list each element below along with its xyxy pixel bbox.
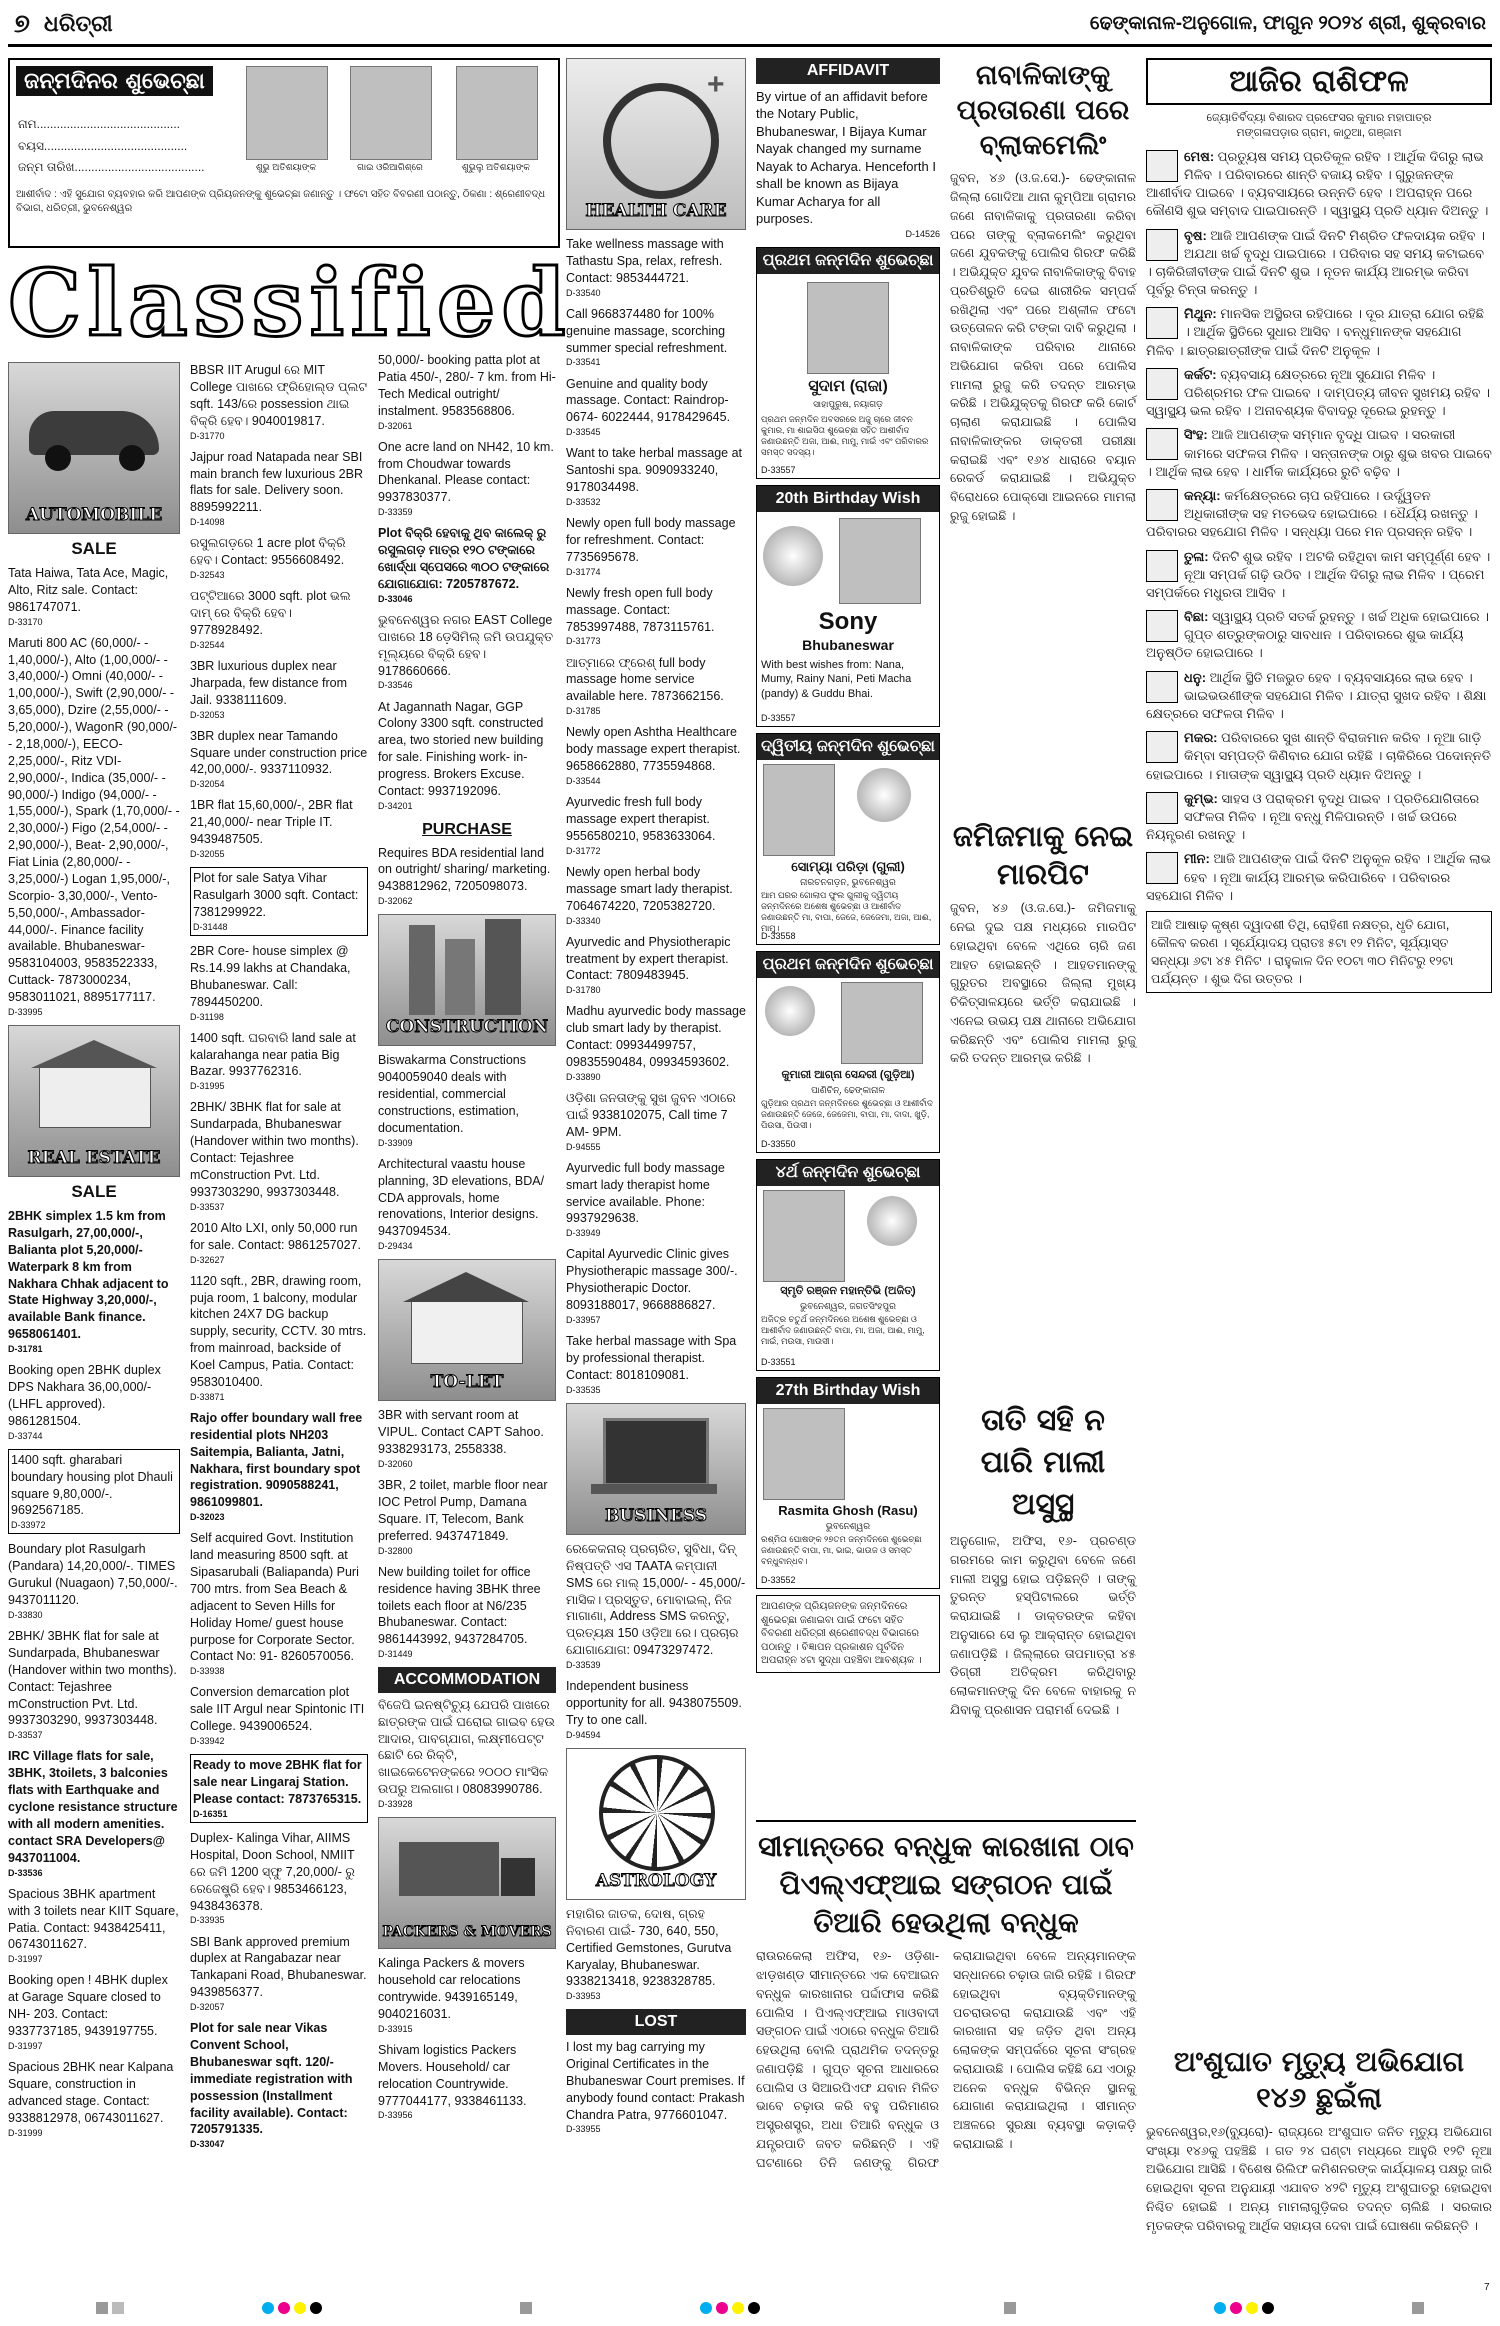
story-body: ଜୁବନ, ୪୬ (ଓ.ଜ.ସେ.)- ଜମିଜମାକୁ ନେଇ ଦୁଇ ପକ୍ଷ ମଧ୍ୟରେ ମାରପିଟ ହୋଇଥିବା ବେଳେ ଏଥିରେ ଚାରି ଜଣ ଆହତ ହୋଇଛନ୍ତି । ଆହତମାନଙ୍କୁ ଗୁରୁତର ଅବସ୍ଥାରେ ଜିଲ୍ଲା ମୁଖ୍ୟ ଚିକିତ୍ସାଳୟରେ ଭର୍ତ୍ତି କରାଯାଇଛି । ଏନେଇ ଉଭୟ ପକ୍ଷ ଥାନାରେ ଅଭିଯୋଗ କରିଛନ୍ତି ଏବଂ ପୋଲିସ ମାମଲା ରୁଜୁ କରି ତଦନ୍ତ ଆରମ୍ଭ କରିଛି । bbox=[950, 901, 1136, 1066]
classified-ad: Duplex- Kalinga Vihar, AIIMS Hospital, Doon School, NMIIT ରେ ଜମି 1200 ସ୍ଫୁ 7,20,000/- ରୁ ରେଜେଷ୍ଟ୍ରି ହେବ। 9853466123, 9438436378. D-33935 bbox=[190, 1831, 355, 1926]
classified-ad: Ready to move 2BHK flat for sale near Lingaraj Station. Please contact: 7873765315. D-16351 bbox=[190, 1754, 368, 1823]
realestate-label: REAL ESTATE bbox=[27, 1148, 161, 1169]
aries-icon bbox=[1146, 150, 1178, 182]
zodiac-entry: କର୍କଟ: ବ୍ୟବସାୟ କ୍ଷେତ୍ରରେ ନୂଆ ସୁଯୋଗ ମିଳିବ । ପରିଶ୍ରମର ଫଳ ପାଇବେ । ଦାମ୍ପତ୍ୟ ଜୀବନ ସୁଖମୟ ରହିବ । ସ୍ୱାସ୍ଥ୍ୟ ଭଲ ରହିବ । ଅନାବଶ୍ୟକ ବିବାଦରୁ ଦୂରେଇ ରୁହନ୍ତୁ । bbox=[1146, 366, 1490, 419]
photo-caption-3: ଶୁଭୁଲୁ ଅତିଶୟାଙ୍କ bbox=[462, 162, 530, 172]
person-photo bbox=[839, 518, 921, 604]
zodiac-entry: ଧନୁ: ଆର୍ଥିକ ସ୍ଥିତି ମଜଭୁତ ହେବ । ବ୍ୟବସାୟରେ ଲାଭ ହେବ । ଭାଇଭଉଣୀଙ୍କ ସହଯୋଗ ମିଳିବ । ଯାତ୍ରା ସୁଖଦ ରହିବ । ଶିକ୍ଷା କ୍ଷେତ୍ରରେ ସଫଳତା ମିଳିବ । bbox=[1146, 669, 1487, 722]
registration-mark-right bbox=[1412, 2302, 1424, 2314]
story-body: ରାଉରକେଲା ଅଫିସ, ୧୬- ଓଡ଼ିଶା-ଝାଡ଼ଖଣ୍ଡ ସୀମାନ୍ତରେ ଏକ ବେଆଇନ ବନ୍ଧୁକ କାରଖାନାର ପର୍ଦ୍ଦାଫାସ କରିଛି ପୋଲିସ । ପିଏଲ୍‍ଏଫ୍‍ଆଇ ମାଓବାଦୀ ସଙ୍ଗଠନ ପାଇଁ ଏଠାରେ ବନ୍ଧୁକ ତିଆରି ହେଉଥିଲା ବୋଲି ପ୍ରାଥମିକ ତଦନ୍ତରୁ ଜଣାପଡ଼ିଛି । ଗୁପ୍ତ ସୂଚନା ଆଧାରରେ ପୋଲିସ ଓ ସିଆରପିଏଫ ଯବାନ ମିଳିତ ଭାବେ ଚଢ଼ାଉ କରି ବହୁ ପରିମାଣର ଅସ୍ତ୍ରଶସ୍ତ୍ର, ଅଧା ତିଆରି ବନ୍ଧୁକ ଓ ଯନ୍ତ୍ରପାତି ଜବତ କରିଛନ୍ତି । ଏହି ଘଟଣାରେ ତିନି ଜଣଙ୍କୁ ଗିରଫ କରାଯାଇଥିବା ବେଳେ ଅନ୍ୟମାନଙ୍କ ସନ୍ଧାନରେ ଚଢ଼ାଉ ଜାରି ରହିଛି । ଗିରଫ ହୋଇଥିବା ବ୍ୟକ୍ତିମାନଙ୍କୁ ପଚରାଉଚରା କରାଯାଉଛି ଏବଂ ଏହି କାରଖାନା ସହ ଜଡ଼ିତ ଥିବା ଅନ୍ୟ ଲୋକଙ୍କ ସମ୍ପର୍କରେ ସୂଚନା ସଂଗ୍ରହ କରାଯାଉଛି । ପୋଲିସ କହିଛି ଯେ ଏଠାରୁ ଅନେକ ବନ୍ଧୁକ ବିଭିନ୍ନ ସ୍ଥାନକୁ ଯୋଗାଣ କରାଯାଇଥିଲା । ସୀମାନ୍ତ ଅଞ୍ଚଳରେ ସୁରକ୍ଷା ବ୍ୟବସ୍ଥା କଡ଼ାକଡ଼ି କରାଯାଇଛି । bbox=[756, 1949, 1136, 2170]
classified-ad: New building toilet for office residence having 3BHK three toilets each floor at N6/235 Bhubaneswar. Contact: 9861443992, 9437284705. D-31449 bbox=[378, 1564, 541, 1660]
color-dot-cyan bbox=[1214, 2302, 1226, 2314]
affidavit-heading: AFFIDAVIT bbox=[756, 58, 940, 84]
stethoscope-icon bbox=[603, 83, 719, 199]
news-story-blackmail bbox=[950, 58, 1136, 818]
wish-subtitle: ଭୁବନେଶ୍ୱର bbox=[825, 1521, 871, 1532]
story-body: ଅନୁଗୋଳ, ଅଫିସ, ୧୬- ପ୍ରଚଣ୍ଡ ଗରମରେ କାମ କରୁଥିବା ବେଳେ ଜଣେ ମାଲୀ ଅସୁସ୍ଥ ହୋଇ ପଡ଼ିଛନ୍ତି । ତାଙ୍କୁ ତୁରନ୍ତ ହସ୍ପିଟାଲରେ ଭର୍ତ୍ତି କରାଯାଇଛି । ଡାକ୍ତରଙ୍କ କହିବା ଅନୁସାରେ ସେ ଲୁ ଆକ୍ରାନ୍ତ ହୋଇଥିବା ଜଣାପଡ଼ିଛି । ଜିଲ୍ଲାରେ ତାପମାତ୍ରା ୪୫ ଡିଗ୍ରୀ ଅତିକ୍ରମ କରିଥିବାରୁ ଲୋକମାନଙ୍କୁ ଦିନ ବେଳେ ବାହାରକୁ ନ ଯିବାକୁ ପ୍ରଶାସନ ପରାମର୍ଶ ଦେଇଛି । bbox=[950, 1534, 1136, 1717]
zodiac-entry: ବୃଷ: ଆଜି ଆପଣଙ୍କ ପାଇଁ ଦିନଟି ମିଶ୍ରିତ ଫଳଦାୟକ ରହିବ । ଅଯଥା ଖର୍ଚ୍ଚ ବୃଦ୍ଧି ପାଇପାରେ । ପରିବାର ସହ ସମୟ କଟାଇବେ । ଚାକିରିଜୀବୀଙ୍କ ପାଇଁ ଦିନଟି ଶୁଭ । ନୂତନ କାର୍ଯ୍ୟ ଆରମ୍ଭ କରିବା ପୂର୍ବରୁ ଚିନ୍ତା କରନ୍ତୁ । bbox=[1146, 227, 1485, 298]
column-automobile-realestate bbox=[8, 362, 180, 2296]
wish-subtitle: ଭୁବନେଶ୍ୱର, ଜଗତସିଂହପୁର bbox=[800, 1301, 896, 1312]
sale-heading: SALE bbox=[71, 539, 117, 558]
building-icon bbox=[445, 939, 475, 1015]
classified-ad: Kalinga Packers & movers household car relocations contrywide. 9439165149, 9040216031. D-33915 bbox=[378, 1956, 525, 2034]
column-wishes bbox=[756, 58, 940, 1992]
building-icon bbox=[485, 919, 521, 1015]
wish-place: Bhubaneswar bbox=[802, 637, 894, 654]
leo-icon bbox=[1146, 428, 1178, 460]
masthead bbox=[8, 4, 1492, 47]
astrology-label: ASTROLOGY bbox=[595, 1870, 717, 1891]
color-dot-yellow bbox=[732, 2302, 744, 2314]
classified-ad: Newly open full body massage for refreshment. Contact: 7735695678. D-31774 bbox=[566, 516, 736, 577]
classified-ad: Spacious 3BHK apartment with 3 toilets near KIIT Square, Patia. Contact: 9438425411, 06743011627. D-31997 bbox=[8, 1886, 179, 1965]
classified-ad: ଓଡ଼ିଶା ଜନତାଙ୍କୁ ସୁଖ ଜୁବନ ଏଠାରେ ପାଇଁ 9338102075, Call time 7 AM- 9PM. D-94555 bbox=[566, 1091, 736, 1152]
rashifal-panel bbox=[1146, 58, 1492, 1798]
color-dot-cyan bbox=[700, 2302, 712, 2314]
classified-ad: 3BR, 2 toilet, marble floor near IOC Petrol Pump, Damana Square. IT, Telecom, Bank preferred. 9437471849. D-32800 bbox=[378, 1478, 548, 1556]
wish-message: ଅଜିତ୍‍ର ଚତୁର୍ଥ ଜନ୍ମଦିନରେ ଅଶେଷ ଶୁଭେଚ୍ଛା ଓ ଆଶୀର୍ବାଦ ଜଣାଉଛନ୍ତି ବାପା, ମା, ଅଜା, ଆଈ, ମାମୁ, ମାଇଁ, ମଉସା, ମାଉସୀ। bbox=[761, 1314, 925, 1347]
classified-ad: Conversion demarcation plot sale IIT Argul near Spintonic ITI College. 9439006524. D-33942 bbox=[190, 1685, 365, 1747]
child-photo-3 bbox=[456, 66, 538, 160]
photo-caption-1: ଶୁଭୁ ଅତିଶୟାଙ୍କ bbox=[255, 162, 317, 172]
taurus-icon bbox=[1146, 229, 1178, 261]
classified-ad: ଭୁବନେଶ୍ୱର ନଗର EAST College ପାଖରେ 18 ଡ଼େସିମିଲ୍‍ ଜମି ଉପଯୁକ୍ତ ମୂଲ୍ୟରେ ବିକ୍ରି ହେବ। 9178660666. D-33546 bbox=[378, 612, 553, 691]
column-property-ads bbox=[190, 362, 368, 2296]
roof-icon bbox=[403, 1272, 529, 1302]
aquarius-icon bbox=[1146, 792, 1178, 824]
laptop-icon bbox=[603, 1418, 709, 1486]
news-story-land-dispute bbox=[950, 818, 1136, 1152]
medical-cross-icon: + bbox=[707, 68, 725, 101]
form-field-age: ବୟସ........................................... bbox=[18, 138, 188, 153]
classified-ad: Requires BDA residential land on outright/ sharing/ marketing. 9438812962, 7205098073. D-32062 bbox=[378, 845, 551, 907]
rashifal-byline: ଜ୍ୟୋତିର୍ବିଦ୍ୟା ବିଶାରଦ ପ୍ରଫେସର କୁମାର ମହାପାତ୍ର ମଙ୍ଗଳାପଡ଼ାର ଗ୍ରାମ, କାଠୁଆ, ଗଞ୍ଜାମ bbox=[1206, 112, 1432, 140]
child-photo bbox=[807, 282, 889, 374]
balloon-icon bbox=[763, 526, 823, 586]
color-dot-black bbox=[748, 2302, 760, 2314]
wish-name: Sony bbox=[818, 608, 878, 636]
registration-mark-left bbox=[112, 2302, 124, 2314]
classified-ad: ରସୁଲଗଡ଼ରେ 1 acre plot ବିକ୍ରି ହେବ। Contact: 9556608492. D-32543 bbox=[190, 536, 346, 581]
wish-subtitle: ନାରଚନଗଡ଼ନ, ଭୁବନେଶ୍ୱର bbox=[800, 877, 896, 888]
classified-ad: IRC Village flats for sale, 3BHK, 3toilets, 3 balconies flats with Earthquake and cyclone resistance structure with all modern amenities. contact SRA Developers@ 9437011004. D-33536 bbox=[8, 1749, 178, 1878]
purchase-heading: PURCHASE bbox=[422, 820, 512, 838]
classified-ad: ମହାଗିର ଜାତକ, ଦୋଷ, ଗ୍ରହ ନିବାରଣ ପାଇଁ- 730, 640, 550, Certified Gemstones, Gurutva Karyalay, Bhubaneswar. 9338213418, 9238328785. D-33953 bbox=[566, 1906, 732, 2002]
truck-icon bbox=[399, 1842, 499, 1896]
balloon-icon bbox=[765, 986, 815, 1036]
affidavit-text: By virtue of an affidavit before the Notary Public, Bhubaneswar, I Bijaya Kumar Nayak changed my surname Nayak to Acharya. Henceforth I shall be known as Bijaya Kumar Acharya for all purposes. D-14526 bbox=[756, 88, 940, 239]
wish-message: With best wishes from: Nana, Mumy, Rainy Nani, Peti Macha (pandy) & Guddu Bhai. bbox=[761, 659, 912, 700]
balloon-icon bbox=[867, 1196, 917, 1246]
classified-ad: Ayurvedic fresh full body massage expert therapist. 9556580210, 9583633064. D-31772 bbox=[566, 795, 716, 856]
gemini-icon bbox=[1146, 307, 1178, 339]
construction-label: CONSTRUCTION bbox=[385, 1017, 549, 1038]
packers-category-image bbox=[378, 1817, 556, 1949]
story-headline: ନାବାଳିକାଙ୍କୁ ପ୍ରତାରଣା ପରେ ବ୍ଲାକମେଲିଂ bbox=[956, 60, 1130, 162]
wish-code: D-33558 bbox=[761, 930, 796, 941]
roof-icon bbox=[31, 1040, 157, 1068]
automobile-category-image bbox=[8, 362, 180, 534]
tolet-category-image bbox=[378, 1259, 556, 1401]
classified-ad: 2BHK/ 3BHK flat for sale at Sundarpada, Bhubaneswar (Handover within two months). Contact: Tejashree mConstruction Pvt. Ltd. 9937303290, 9937303448. D-33537 bbox=[8, 1629, 177, 1741]
classified-ad: Call 9668374480 for 100% genuine massage, scorching summer special refreshment. D-33541 bbox=[566, 306, 728, 368]
healthcare-category-image bbox=[566, 58, 746, 230]
business-category-image bbox=[566, 1403, 746, 1535]
classified-ad: Genuine and quality body massage. Contact: Raindrop- 0674- 6022444, 9178429645. D-33545 bbox=[566, 376, 731, 438]
healthcare-label: HEALTH CARE bbox=[585, 201, 727, 222]
zodiac-entry: କୁମ୍ଭ: ସାହସ ଓ ପରାକ୍ରମ ବୃଦ୍ଧି ପାଇବ । ପ୍ରତିଯୋଗିତାରେ ସଫଳତା ମିଳିବ । ନୂଆ ବନ୍ଧୁ ମିଳିପାରନ୍ତି । ଖର୍ଚ୍ଚ ଉପରେ ନିୟନ୍ତ୍ରଣ ରଖନ୍ତୁ । bbox=[1146, 790, 1480, 843]
capricorn-icon bbox=[1146, 731, 1178, 763]
classified-ad: Take herbal massage with Spa by professional therapist. Contact: 8018109081. D-33535 bbox=[566, 1334, 737, 1395]
wish-code: D-33550 bbox=[761, 1138, 796, 1149]
classified-ad: Newly open Ashtha Healthcare body massage expert therapist. 9658662880, 7735594868. D-33544 bbox=[566, 725, 741, 786]
story-headline: ଜମିଜମାକୁ ନେଇ ମାରପିଟ bbox=[952, 819, 1134, 891]
classified-ad: 1BR flat 15,60,000/-, 2BR flat 21,40,000/- near Triple IT. 9439487505. D-32055 bbox=[190, 798, 353, 860]
classified-ad: 1400 sqft. gharabari boundary housing plot Dhauli square 9,80,000/-. 9692567185. D-33972 bbox=[8, 1449, 180, 1535]
classified-ad: Want to take herbal massage at Santoshi spa. 9090933240, 9178034498. D-33532 bbox=[566, 446, 743, 507]
birthday-form-note: ଆଶୀର୍ବାଦ : ଏହି ସୁଯୋଗ ବ୍ୟବହାର କରି ଆପଣଙ୍କ ପ୍ରିୟଜନଙ୍କୁ ଶୁଭେଚ୍ଛା ଜଣାନ୍ତୁ । ଫଟୋ ସହିତ ବିବରଣୀ ପଠାନ୍ତୁ, ଠିକଣା : ଶ୍ରେଣୀବଦ୍ଧ ବିଭାଗ, ଧରିତ୍ରୀ, ଭୁବନେଶ୍ୱର bbox=[16, 189, 546, 214]
classified-banner: Classified bbox=[8, 249, 572, 357]
child-photo-1 bbox=[246, 66, 328, 160]
laptop-base-icon bbox=[591, 1484, 717, 1494]
wish-name: ସୁଦାମ (ରାଜା) bbox=[808, 378, 888, 396]
classified-ad: At Jagannath Nagar, GGP Colony 3300 sqft. constructed area, two storied new building for sale. Finishing work- in- progress. Brokers Excuse. Contact: 9937192096. D-34201 bbox=[378, 699, 544, 811]
zodiac-entry: ମୀନ: ଆଜି ଆପଣଙ୍କ ପାଇଁ ଦିନଟି ଅନୁକୂଳ ରହିବ । ଆର୍ଥିକ ଲାଭ ହେବ । ନୂଆ କାର୍ଯ୍ୟ ଆରମ୍ଭ କରିପାରିବେ । ପରିବାରର ସହଯୋଗ ମିଳିବ । bbox=[1146, 851, 1491, 903]
wish-message: ଆମ ଘରର ଗୋଲାପ ଫୁଲ ଗୁଲୀକୁ ଦ୍ୱିତୀୟ ଜନ୍ମଦିନରେ ଅଶେଷ ଶୁଭେଚ୍ଛା ଓ ଆଶୀର୍ବାଦ ଜଣାଉଛନ୍ତି ମା, ବାପା, ଜେଜେ, ଜେଜେମା, ଅଜା, ଆଈ, ମାମୁ। bbox=[761, 890, 932, 934]
story-headline: ଅଂଶୁଘାତ ମୃତ୍ୟୁ ଅଭିଯୋଗ ୧୪୬ ଛୁଇଁଲା bbox=[1173, 2045, 1465, 2115]
wish-name: ସୋମ୍ୟା ପରିଡ଼ା (ଗୁଲୀ) bbox=[791, 859, 905, 875]
zodiac-wheel-icon bbox=[599, 1755, 715, 1871]
color-dot-black bbox=[1262, 2302, 1274, 2314]
photo-caption-2: ଗାଇ ଓରିଆଗିଶ୍ରେ bbox=[357, 162, 423, 172]
child-photo bbox=[763, 1190, 845, 1282]
house-icon bbox=[39, 1066, 151, 1128]
form-field-name: ନାମ........................................... bbox=[18, 117, 180, 131]
classified-ad: ଆତ୍ମାରେ ଫ୍ରେଶ୍‍ full body massage home service available here. 7873662156. D-31785 bbox=[566, 655, 724, 717]
classified-ad: Boundary plot Rasulgarh (Pandara) 14,20,000/-. TIMES Gurukul (Nuagaon) 7,50,000/-. 9437011120. D-33830 bbox=[8, 1542, 178, 1620]
wheel-icon bbox=[45, 445, 71, 471]
realestate-category-image bbox=[8, 1025, 180, 1177]
classified-ad: SBI Bank approved premium duplex at Rangabazar near Tankapani Road, Bhubaneswar. 9439856377. D-32057 bbox=[190, 1934, 367, 2013]
story-body: ଭୁବନେଶ୍ୱର,୧୬(ବ୍ୟୁରୋ)- ରାଜ୍ୟରେ ଅଂଶୁଘାତ ଜନିତ ମୃତ୍ୟୁ ଅଭିଯୋଗ ସଂଖ୍ୟା ୧୪୬କୁ ପହଞ୍ଚିଛି । ଗତ ୨୪ ଘଣ୍ଟା ମଧ୍ୟରେ ଆହୁରି ୧୨ଟି ନୂଆ ଅଭିଯୋଗ ଆସିଛି । ବିଶେଷ ରିଲିଫ କମିଶନରଙ୍କ କାର୍ଯ୍ୟାଳୟ ପକ୍ଷରୁ ଜାରି ହୋଇଥିବା ସୂଚନା ଅନୁଯାୟୀ ଏଯାବତ ୪୨ଟି ମୃତ୍ୟୁ ଅଂଶୁଘାତରୁ ହୋଇଥିବା ନିଶ୍ଚିତ ହୋଇଛି । ଅନ୍ୟ ମାମଲାଗୁଡ଼ିକର ତଦନ୍ତ ଚାଲିଛି । ସରକାର ମୃତକଙ୍କ ପରିବାରକୁ ଆର୍ଥିକ ସହାୟତା ଦେବା ପାଇଁ ଘୋଷଣା କରିଛନ୍ତି । bbox=[1146, 2124, 1492, 2233]
zodiac-entry: ମକର: ପରିବାରରେ ସୁଖ ଶାନ୍ତି ବିରାଜମାନ କରିବ । ନୂଆ ଗାଡ଼ି କିମ୍ବା ସମ୍ପତ୍ତି କିଣିବାର ଯୋଗ ରହିଛି । ଚାକିରିରେ ପଦୋନ୍ନତି ହୋଇପାରେ । ମାତାଙ୍କ ସ୍ୱାସ୍ଥ୍ୟ ପ୍ରତି ଧ୍ୟାନ ଦିଅନ୍ତୁ । bbox=[1146, 730, 1492, 782]
classified-ad: 2BHK simplex 1.5 km from Rasulgarh, 27,00,000/-, Balianta plot 5,20,000/- Waterpark 8 km from Nakhara Chhak adjacent to State Highway 3,20,000/-, available Bank finance. 9658061401. D-31781 bbox=[8, 1209, 169, 1355]
wish-submission-notice: ଆପଣଙ୍କ ପ୍ରିୟଜନଙ୍କ ଜନ୍ମଦିନରେ ଶୁଭେଚ୍ଛା ଜଣାଇବା ପାଇଁ ଫଟୋ ସହିତ ବିବରଣୀ ଧରିତ୍ରୀ ଶ୍ରେଣୀବଦ୍ଧ ବିଭାଗରେ ପଠାନ୍ତୁ । ବିଜ୍ଞାପନ ପ୍ରକାଶନ ପୂର୍ବଦିନ ଅପରାହ୍ନ ୪ଟା ସୁଦ୍ଧା ପହଞ୍ଚିବା ଆବଶ୍ୟକ । bbox=[756, 1595, 940, 1673]
wish-subtitle: ସାହାପୁରୁଷ, ନୟାଗଡ଼ bbox=[813, 399, 883, 410]
classified-ad: 3BR with servant room at VIPUL. Contact CAPT Sahoo. 9338293173, 2558338. D-32060 bbox=[378, 1408, 544, 1469]
color-dot-yellow bbox=[294, 2302, 306, 2314]
cancer-icon bbox=[1146, 368, 1178, 400]
wish-title: ପ୍ରଥମ ଜନ୍ମଦିନ ଶୁଭେଚ୍ଛା bbox=[757, 952, 939, 978]
house-icon bbox=[411, 1300, 523, 1364]
classified-ad: 2BHK/ 3BHK flat for sale at Sundarpada, Bhubaneswar (Handover within two months). Contact: Tejashree mConstruction Pvt. Ltd. 9937303290, 9937303448. D-33537 bbox=[190, 1100, 359, 1212]
zodiac-entry: ତୁଳା: ଦିନଟି ଶୁଭ ରହିବ । ଅଟକି ରହିଥିବା କାମ ସମ୍ପୂର୍ଣ୍ଣ ହେବ । ନୂଆ ସମ୍ପର୍କ ଗଢ଼ି ଉଠିବ । ଆର୍ଥିକ ଦିଗରୁ ଲାଭ ମିଳିବ । ପ୍ରେମ ସମ୍ପର୍କରେ ମଧୁରତା ଆସିବ । bbox=[1146, 548, 1491, 600]
wish-code: D-33551 bbox=[761, 1356, 796, 1367]
classified-ad: Shivam logistics Packers Movers. Household/ car relocation Countrywide. 9777044177, 9338461133. D-33956 bbox=[378, 2042, 527, 2121]
classified-ad: Newly fresh open full body massage. Contact: 7853997488, 7873115761. D-31773 bbox=[566, 585, 715, 647]
wish-title: 20th Birthday Wish bbox=[757, 486, 939, 512]
color-dot-yellow bbox=[1246, 2302, 1258, 2314]
balloon-icon bbox=[857, 768, 911, 822]
zodiac-entry: ସିଂହ: ଆଜି ଆପଣଙ୍କ ସମ୍ମାନ ବୃଦ୍ଧି ପାଇବ । ସରକାରୀ କାମରେ ସଫଳତା ମିଳିବ । ସନ୍ତାନଙ୍କ ଠାରୁ ଶୁଭ ଖବର ପାଇବେ । ଆର୍ଥିକ ଲାଭ ହେବ । ଧାର୍ମିକ କାର୍ଯ୍ୟରେ ରୁଚି ବଢ଼ିବ । bbox=[1146, 427, 1492, 479]
classified-ad: ପଟ୍ଟିଆରେ 3000 sqft. plot ଭଲ ଦାମ୍‍ ରେ ବିକ୍ରି ହେବ। 9778928492. D-32544 bbox=[190, 589, 351, 650]
wish-code: D-33552 bbox=[761, 1574, 796, 1585]
birthday-wish-card bbox=[756, 247, 940, 479]
news-story-heat-deaths bbox=[1146, 2044, 1492, 2296]
classified-ad: 2010 Alto LXI, only 50,000 run for sale. Contact: 9861257027. D-32627 bbox=[190, 1220, 361, 1265]
story-headline: ତାତି ସହି ନ ପାରି ମାଲୀ ଅସୁସ୍ଥ bbox=[980, 1403, 1106, 1522]
birthday-form-box bbox=[8, 58, 560, 248]
classified-ad: Tata Haiwa, Tata Ace, Magic, Alto, Ritz sale. Contact: 9861747071. D-33170 bbox=[8, 565, 169, 627]
rashifal-title: ଆଜିର ରାଶିଫଳ bbox=[1146, 58, 1492, 105]
classified-ad: Ayurvedic and Physiotherapic treatment by expert therapist. Contact: 7809483945. D-31780 bbox=[566, 934, 731, 996]
truck-cab-icon bbox=[501, 1858, 535, 1896]
pisces-icon bbox=[1146, 852, 1178, 884]
classified-ad: 3BR luxurious duplex near Jharpada, few distance from Jail. 9338111609. D-32053 bbox=[190, 658, 348, 720]
wheel-icon bbox=[119, 445, 145, 471]
newspaper-logo: ଧରିତ୍ରୀ bbox=[43, 11, 113, 37]
sagittarius-icon bbox=[1146, 671, 1178, 703]
registration-mark-center bbox=[520, 2302, 532, 2314]
birthday-form-title: ଜନ୍ମଦିନର ଶୁଭେଚ୍ଛା bbox=[16, 66, 213, 96]
wish-code: D-33557 bbox=[761, 464, 796, 475]
classified-ad: Biswakarma Constructions 9040059040 deals with residential, commercial constructions, estimation, documentation. D-33909 bbox=[378, 1053, 526, 1148]
classified-ad: Jajpur road Natapada near SBI main branch few luxurious 2BR flats for sale. Delivery soon. 8895992211. D-14098 bbox=[190, 449, 363, 528]
registration-mark-center bbox=[1004, 2302, 1016, 2314]
classified-ad: I lost my bag carrying my Original Certificates in the Bhubaneswar Court premises. If anybody found contact: Prakash Chandra Patra, 9776601047. D-33955 bbox=[566, 2040, 745, 2135]
wish-name: Rasmita Ghosh (Rasu) bbox=[778, 1503, 918, 1519]
story-body: ଜୁବନ, ୪୬ (ଓ.ଜ.ସେ.)- ଢେଙ୍କାନାଳ ଜିଲ୍ଲା ଗୋଦିଆ ଥାନା କୁମ୍ପିଆ ଗ୍ରାମର ଜଣେ ନାବାଳିକାକୁ ପ୍ରତାରଣା କରିବା ପରେ ତାଙ୍କୁ ବ୍ଲାକମେଲିଂ କରୁଥିବା ଜଣେ ଯୁବକଙ୍କୁ ପୋଲିସ ଗିରଫ କରିଛି । ଅଭିଯୁକ୍ତ ଯୁବକ ନାବାଳିକାଙ୍କୁ ବିବାହ ପ୍ରତିଶ୍ରୁତି ଦେଇ ଶାରୀରିକ ସମ୍ପର୍କ ରଖିଥିଲା ଏବଂ ପରେ ଅଶ୍ଳୀଳ ଫଟୋ ଉତ୍ତୋଳନ କରି ଟଙ୍କା ଦାବି କରୁଥିଲା । ନାବାଳିକାଙ୍କ ପରିବାର ଥାନାରେ ଅଭିଯୋଗ କରିବା ପରେ ପୋଲିସ ମାମଲା ରୁଜୁ କରି ତଦନ୍ତ ଆରମ୍ଭ କରିଛି । ଅଭିଯୁକ୍ତକୁ ଗିରଫ କରି କୋର୍ଟ ଚାଲାଣ କରାଯାଇଛି । ପୋଲିସ ନାବାଳିକାଙ୍କର ଡାକ୍ତରୀ ପରୀକ୍ଷା କରାଇଛି ଏବଂ ୧୬୪ ଧାରାରେ ବୟାନ ରେକର୍ଡ କରାଯାଇଛି । ଅଭିଯୁକ୍ତ ବିରୋଧରେ ପୋକ୍ସୋ ଆଇନରେ ମାମଲା ରୁଜୁ ହୋଇଛି । bbox=[950, 171, 1136, 523]
birthday-wish-card bbox=[756, 951, 940, 1153]
registration-mark-left bbox=[96, 2302, 108, 2314]
classified-ad: Madhu ayurvedic body massage club smart lady by therapist. Contact: 09934499757, 09835590484, 09934593602. D-33890 bbox=[566, 1004, 746, 1082]
dateline: ଢେଙ୍କାନାଳ-ଅନୁଗୋଳ, ଫାଗୁନ ୨୦୨୪ ଶ୍ରୀ, ଶୁକ୍ରବାର bbox=[1089, 13, 1486, 34]
page-folio: 7 bbox=[1484, 2282, 1490, 2293]
classified-ad: Independent business opportunity for all. 9438075509. Try to one call. D-94594 bbox=[566, 1679, 742, 1740]
wish-subtitle: ପାଣିଚିନ୍, ଢେଙ୍କାନାଳ bbox=[811, 1085, 885, 1096]
classified-ad: 2BR Core- house simplex @ Rs.14.99 lakhs at Chandaka, Bhubaneswar. Call: 7894450200. D-31198 bbox=[190, 944, 351, 1022]
child-photo bbox=[763, 764, 835, 856]
classified-ad: Capital Ayurvedic Clinic gives Physiotherapic massage 300/-. Physiotherapic Doctor. 8093188017, 9668886827. D-33957 bbox=[566, 1247, 738, 1325]
wish-title: 27th Birthday Wish bbox=[757, 1378, 939, 1404]
classified-ad: Plot ବିକ୍ରି ହେବାକୁ ଥିବ କାଲେକ୍‍ ରୁ ରସୁଲଗଡ଼ ମାତ୍ର ୧୨୦ ଟଙ୍କାରେ ଖୋର୍ଦ୍ଧା ସ୍ପେସରେ ୩୦୦ ଟଙ୍କାରେ ଯୋଗାଯୋଗ: 7205787672. D-33046 bbox=[378, 526, 550, 604]
wish-code: D-33557 bbox=[761, 712, 796, 723]
zodiac-entry: କନ୍ୟା: କର୍ମକ୍ଷେତ୍ରରେ ଚାପ ରହିପାରେ । ଉର୍ଦ୍ଧ୍ୱତନ ଅଧିକାରୀଙ୍କ ସହ ମତଭେଦ ହୋଇପାରେ । ଧୈର୍ଯ୍ୟ ରଖନ୍ତୁ । ପରିବାରର ସହଯୋଗ ମିଳିବ । ସନ୍ଧ୍ୟା ପରେ ମନ ପ୍ରସନ୍ନ ରହିବ । bbox=[1146, 487, 1478, 540]
classified-ad: 3BR duplex near Tamando Square under construction price 42,00,000/-. 9337110932. D-32054 bbox=[190, 728, 368, 790]
classified-ad: Self acquired Govt. Institution land measuring 8500 sqft. at Sipasarubali (Baliapanda) Puri 700 mtrs. from Sea Beach & adjacent to Seven Hills for Holiday Home/ guest house purpose for Corporate Sector. Contact No: 91- 8260570056. D-33938 bbox=[190, 1531, 359, 1677]
classified-ad: Ayurvedic full body massage smart lady therapist home service available. Phone: 9937929638. D-33949 bbox=[566, 1160, 725, 1239]
classified-ad: BBSR IIT Arugul ରେ MIT College ପାଖରେ ଫ୍ରିହୋଲ୍ଡ ପ୍ଲଟ sqft. 143/ରେ possession ଥାଇ ବିକ୍ରି ହେବ। 9040019817. D-31770 bbox=[190, 363, 367, 441]
news-story-gun-factory bbox=[756, 1820, 1136, 2298]
scorpio-icon bbox=[1146, 610, 1178, 642]
classified-ad: Booking open ! 4BHK duplex at Garage Square closed to NH- 203. Contact: 9337737185, 9439197755. D-31997 bbox=[8, 1973, 168, 2051]
building-icon bbox=[409, 925, 435, 1015]
color-dot-magenta bbox=[1230, 2302, 1242, 2314]
classified-ad: 1120 sqft., 2BR, drawing room, puja room, 1 balcony, modular kitchen 24X7 DG backup supply, security, CCTV. 30 mtrs. from mainroad, backside of Koel Campus, Patia. Contact: 9583010400. D-33871 bbox=[190, 1273, 367, 1402]
classified-ad: Plot for sale Satya Vihar Rasulgarh 3000 sqft. Contact: 7381299922. D-31448 bbox=[190, 867, 368, 936]
story-headline: ସୀମାନ୍ତରେ ବନ୍ଧୁକ କାରଖାନା ଠାବ ପିଏଲ୍‍ଏଫ୍‍ଆଇ ସଙ୍ଗଠନ ପାଇଁ ତିଆରି ହେଉଥିଲା ବନ୍ଧୁକ bbox=[758, 1830, 1134, 1939]
zodiac-entry: ବିଛା: ସ୍ୱାସ୍ଥ୍ୟ ପ୍ରତି ସତର୍କ ରୁହନ୍ତୁ । ଖର୍ଚ୍ଚ ଅଧିକ ହୋଇପାରେ । ଗୁପ୍ତ ଶତ୍ରୁଙ୍କଠାରୁ ସାବଧାନ । ପରିବାରରେ ଶୁଭ କାର୍ଯ୍ୟ ଅନୁଷ୍ଠିତ ହୋଇପାରେ । bbox=[1146, 609, 1490, 661]
person-photo bbox=[763, 1408, 845, 1500]
wish-name: ସ୍ମୃତି ରଞ୍ଜନ ମହାନ୍ତିଭି (ଅଜିତ୍) bbox=[780, 1285, 916, 1298]
wish-message: ରଶ୍ମିତା ଘୋଷଙ୍କ ୨୭ତମ ଜନ୍ମଦିନରେ ଶୁଭେଚ୍ଛା ଜଣାଉଛନ୍ତି ବାପା, ମା, ଭାଇ, ଭାଉଜ ଓ ସମସ୍ତ ବନ୍ଧୁବାନ୍ଧବ। bbox=[761, 1534, 922, 1567]
packers-label: PACKERS & MOVERS bbox=[382, 1924, 552, 1941]
classified-ad: One acre land on NH42, 10 km. from Choudwar towards Dhenkanal. Please contact: 9937830377. D-33359 bbox=[378, 439, 554, 518]
birthday-wish-card bbox=[756, 733, 940, 945]
business-label: BUSINESS bbox=[604, 1505, 708, 1526]
classified-ad: 50,000/- booking patta plot at Patia 450/-, 280/- 7 km. from Hi-Tech Medical outright/ instalment. 9583568806. D-32061 bbox=[378, 353, 556, 431]
sale-heading: SALE bbox=[71, 1182, 117, 1202]
wish-title: ଦ୍ୱିତୀୟ ଜନ୍ମଦିନ ଶୁଭେଚ୍ଛା bbox=[757, 734, 939, 760]
automobile-label: AUTOMOBILE bbox=[25, 505, 163, 526]
classified-ad: Take wellness massage with Tathastu Spa, relax, refresh. Contact: 9853444721. D-33540 bbox=[566, 237, 724, 298]
accommodation-heading: ACCOMMODATION bbox=[378, 1667, 556, 1693]
classified-ad: Plot for sale near Vikas Convent School, Bhubaneswar sqft. 120/- immediate registration with possession (Installment facility available). Contact: 7205791335. D-33047 bbox=[190, 2021, 353, 2150]
classified-ad: ରେକେକନାର୍ ପ୍ରଚାରିତ, ସୁବିଧା, ଦିନ୍ ନିଷ୍ପତ୍ତି ଏସ TAATA କମ୍ପାନୀ SMS ରେ ମାଲ୍‍ 15,000/- - 45,000/- ମାସିକ। ପ୍ରସ୍ତୁତ, ମୋବାଇଲ୍, ନିଜ ମାଗାଣା, Address SMS କରନ୍ତୁ, ପ୍ରତ୍ୟକ୍ଷ 150 ଓଡ଼ିଆ ରେ। ପ୍ରଚାର ଯୋଗାଯୋଗ: 09473297472. D-33539 bbox=[566, 1541, 746, 1670]
tolet-label: TO-LET bbox=[430, 1372, 504, 1393]
color-dot-black bbox=[310, 2302, 322, 2314]
page-number: ୭ bbox=[14, 8, 30, 39]
birthday-wish-card bbox=[756, 1377, 940, 1589]
wish-message: ପ୍ରଥମ ଜନ୍ମଦିନ ଅବସରରେ ଅଜୁ ଚାରେ ଜୀବନ କୁମାର, ମା ଶାଇସିତା ଶୁଭେଚ୍ଛା ସହିତ ଆଶୀର୍ବାଦ ଜଣାଉଛନ୍ତି ଅଜା, ଆଈ, ମାମୁ, ମାଇଁ ଏବଂ ପରିବାରର ସମସ୍ତ ସଦସ୍ୟ। bbox=[761, 414, 929, 458]
column-healthcare-business bbox=[566, 58, 746, 2296]
child-photo-2 bbox=[350, 66, 432, 160]
classified-ad: Newly open herbal body massage smart lady therapist. 7064674220, 7205382720. D-33340 bbox=[566, 864, 733, 926]
lost-heading: LOST bbox=[566, 2009, 746, 2035]
wish-title: ପ୍ରଥମ ଜନ୍ମଦିନ ଶୁଭେଚ୍ଛା bbox=[757, 248, 939, 274]
classified-ad: Maruti 800 AC (60,000/- - 1,40,000/-), Alto (1,00,000/- - 3,40,000/-) Omni (40,000/- - 1,00,000/-), Swift (2,90,000/- - 3,65,000), Dzire (2,55,000/- - 5,20,000/-), WagonR (90,000/- - 2,18,000/-), EECO- 2,25,000/-, Ritz VDI- 2,90,000/-, Indica (35,000/- - 90,000/-) Indigo (94,000/- - 1,55,000/-), Spark (1,70,000/- - 2,30,000/-) Figo (2,54,000/- - 2,90,000/-), Beat- 2,90,000/-, Fiat Linia (2,80,000/- - 3,25,000/-) Logan 1,95,000/-, Scorpio- 3,30,000/-, Vento- 5,50,000/-, Ambassador- 44,000/-. Finance facility available. Bhubaneswar- 9583104003, 9583522333, Cuttack- 7873000234, 9583011021, 8895177117. D-33995 bbox=[8, 635, 180, 1017]
color-dot-cyan bbox=[262, 2302, 274, 2314]
wish-name: କୁମାରୀ ଆଗ୍ନା ସେନ୍ଦରୀ (ଗୁଡ଼ିଆ) bbox=[781, 1069, 915, 1082]
virgo-icon bbox=[1146, 489, 1178, 521]
column-construction-tolet bbox=[378, 352, 556, 2296]
wish-title: ୪ର୍ଥ ଜନ୍ମଦିନ ଶୁଭେଚ୍ଛା bbox=[757, 1160, 939, 1186]
classified-ad: Booking open 2BHK duplex DPS Nakhara 36,00,000/- (LHFL approved). 9861281504. D-33744 bbox=[8, 1363, 161, 1441]
libra-icon bbox=[1146, 550, 1178, 582]
color-dot-magenta bbox=[716, 2302, 728, 2314]
astrology-category-image bbox=[566, 1748, 746, 1900]
construction-category-image bbox=[378, 914, 556, 1046]
birthday-wish-card bbox=[756, 1159, 940, 1371]
classified-ad: Architectural vaastu house planning, 3D elevations, BDA/ CDA approvals, home renovations, Interior designs. 9437094534. D-29434 bbox=[378, 1156, 545, 1252]
zodiac-entry: ମିଥୁନ: ମାନସିକ ଅସ୍ଥିରତା ରହିପାରେ । ଦୂର ଯାତ୍ରା ଯୋଗ ରହିଛି । ଆର୍ଥିକ ସ୍ଥିତିରେ ସୁଧାର ଆସିବ । ବନ୍ଧୁମାନଙ୍କ ସହଯୋଗ ମିଳିବ । ଛାତ୍ରଛାତ୍ରୀଙ୍କ ପାଇଁ ଦିନଟି ଅନୁକୂଳ । bbox=[1146, 306, 1484, 358]
classified-ad: Spacious 2BHK near Kalpana Square, construction in advanced stage. Contact: 9338812978, 06743011627. D-31999 bbox=[8, 2060, 174, 2138]
wish-message: ଗୁଡ଼ିଆର ପ୍ରଥମ ଜନ୍ମଦିନରେ ଶୁଭେଚ୍ଛା ଓ ଆଶୀର୍ବାଦ ଜଣାଉଛନ୍ତି ଜେଜେ, ଜେଜେମା, ବାପା, ମା, ଦାଦା, ଖୁଡ଼ି, ପିଉସା, ପିଉସୀ। bbox=[761, 1098, 933, 1131]
form-field-dob: ଜନ୍ମ ତାରିଖ....................................... bbox=[18, 160, 205, 175]
child-photo bbox=[841, 982, 923, 1064]
classified-ad: Rajo offer boundary wall free residential plots NH203 Saitempia, Balianta, Jatni, Nakhara, first boundary spot registration. 9090588241, 9861099801. D-32023 bbox=[190, 1410, 363, 1523]
color-dot-magenta bbox=[278, 2302, 290, 2314]
zodiac-entry: ମେଷ: ପ୍ରତ୍ୟୁଷ ସମୟ ପ୍ରତିକୂଳ ରହିବ । ଆର୍ଥିକ ଦିଗରୁ ଲାଭ ମିଳିବ । ପରିବାରରେ ଶାନ୍ତି ବଜାୟ ରହିବ । ଗୁରୁଜନଙ୍କ ଆଶୀର୍ବାଦ ପାଇବେ । ବ୍ୟବସାୟରେ ଉନ୍ନତି ହେବ । ଅପରାହ୍ନ ପରେ କୌଣସି ଶୁଭ ସମ୍ବାଦ ପାଇପାରନ୍ତି । ସ୍ୱାସ୍ଥ୍ୟ ପ୍ରତି ଧ୍ୟାନ ଦିଅନ୍ତୁ । bbox=[1146, 148, 1489, 219]
classified-ad: 1400 sqft. ଘରବାରି land sale at kalarahanga near patia Big Bazar. 9937762316. D-31995 bbox=[190, 1030, 356, 1092]
birthday-wish-card bbox=[756, 485, 940, 727]
news-story-heatstroke bbox=[950, 1400, 1136, 1717]
panchang-box: ଆଜି ଆଷାଢ଼ କୃଷ୍ଣ ଦ୍ୱାଦଶୀ ତିଥି, ରୋହିଣୀ ନକ୍ଷତ୍ର, ଧୃତି ଯୋଗ, କୌଳବ କରଣ । ସୂର୍ଯ୍ୟୋଦୟ ପ୍ରାତଃ ୫ଟା ୧୨ ମିନିଟ, ସୂର୍ଯ୍ୟାସ୍ତ ସନ୍ଧ୍ୟା ୬ଟା ୪୫ ମିନିଟ । ରାହୁକାଳ ଦିନ ୧୦ଟା ୩୦ ମିନିଟରୁ ୧୨ଟା ପର୍ଯ୍ୟନ୍ତ । ଶୁଭ ଦିଗ ଉତ୍ତର । bbox=[1146, 911, 1492, 994]
classified-ad: ବିଜେପି ଇନଷ୍ଟିଚ୍ୟୁ ଯେପରି ପାଖରେ ଛାତ୍ରଙ୍କ ପାଇଁ ଘରୋଇ ଗାଇବ ହେଉ ଆଦାର, ପାବଗ୍‍ଯାଗ, ଲକ୍ଷ୍ମୀପେଟ୍ଟ ଛୋଟି ରେ ରିକ୍ଟି, ଖାଇକେଟେନଙ୍କରେ ୨୦୦୦ ମାଂସିକ ଉପରୁ ଅଲଗାଗ। 08083990786. D-33928 bbox=[378, 1697, 555, 1810]
